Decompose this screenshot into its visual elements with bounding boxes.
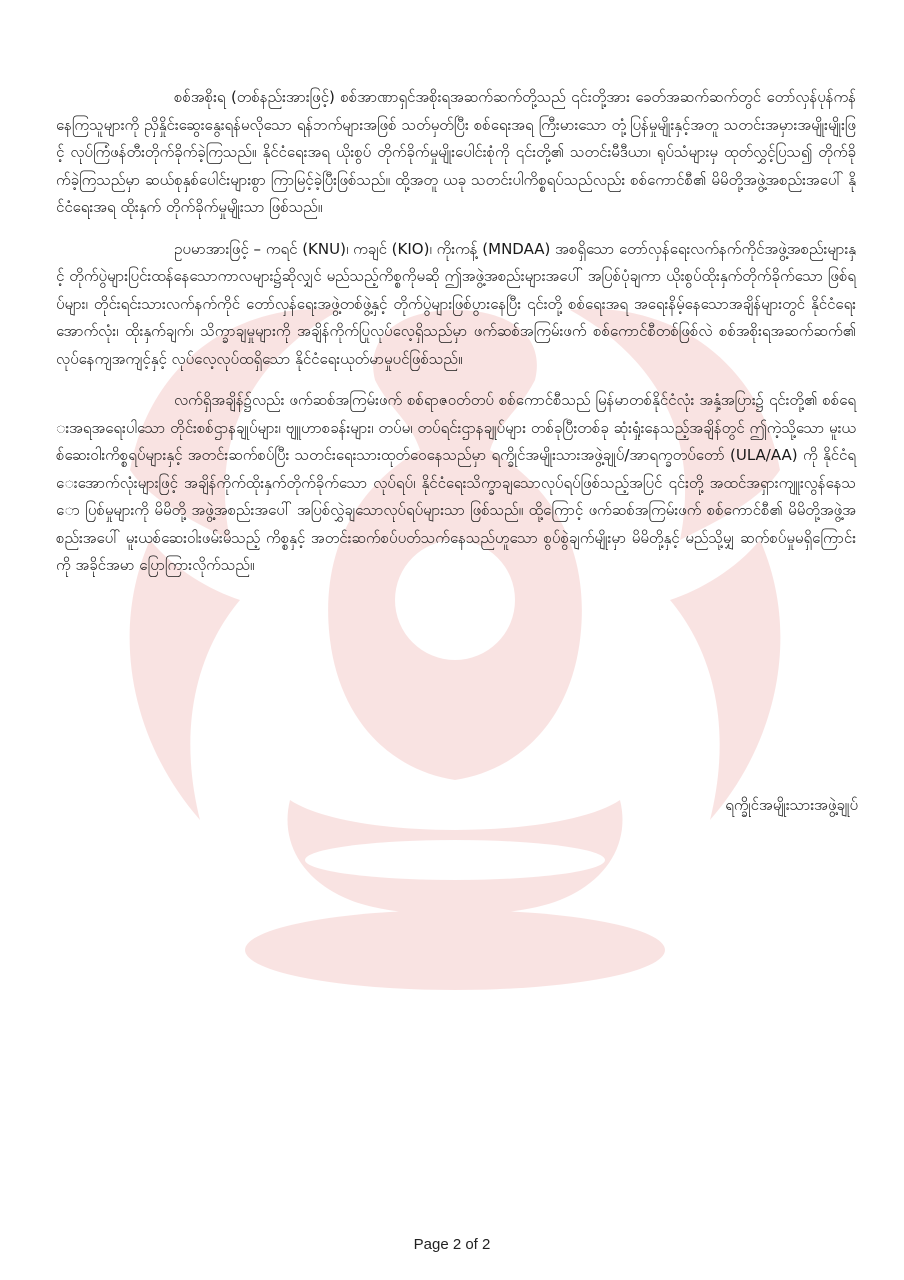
signature-organization: ရက္ခိုင်အမျိုးသားအဖွဲ့ချုပ် <box>725 796 858 814</box>
paragraph-2: ဥပမာအားဖြင့် – ကရင် (KNU)၊ ကချင် (KIO)၊ ကိုးကန့် (MNDAA) အစရှိသော တော်လှန်ရေးလက်နက်ကိုင်အဖွဲ့အစည်းများနှင့် တိုက်ပွဲများပြင်းထန်နေသောကာလများ၌ဆိုလျှင် မည်သည့်ကိစ္စကိုမဆို ဤအဖွဲ့အစည်းများအပေါ် အပြစ်ပုံချကာ ယိုးစွပ်ထိုးနှက်တိုက်ခိုက်သော ဖြစ်ရပ်များ၊ တိုင်းရင်းသားလက်နက်ကိုင် တော်လှန်ရေးအဖွဲ့တစ်ဖွဲ့နှင့် တိုက်ပွဲများဖြစ်ပွားနေပြီး ၎င်းတို့ စစ်ရေးအရ အရေးနိမ့်နေသောအချိန်များတွင် နိုင်ငံရေးအောက်လုံး၊ ထိုးနှက်ချက်၊ သိက္ခာချမှုများကို အချိန်ကိုက်ပြုလုပ်လေ့ရှိသည်မှာ ဖက်ဆစ်အကြမ်းဖက် စစ်ကောင်စီတစ်ဖြစ်လဲ စစ်အစိုးရအဆက်ဆက်၏ လုပ်နေကျအကျင့်နှင့် လုပ်လေ့လုပ်ထရှိသော နိုင်ငံရေးယုတ်မာမှုပင်ဖြစ်သည်။ <box>56 239 856 368</box>
paragraph-1: စစ်အစိုးရ (တစ်နည်းအားဖြင့်) စစ်အာဏာရှင်အစိုးရအဆက်ဆက်တို့သည် ၎င်းတို့အား ခေတ်အဆက်ဆက်တွင် တော်လှန်ပုန်ကန်နေကြသူများကို ညှိနှိုင်းဆွေးနွေးရန်မလိုသော ရန်ဘက်များအဖြစ် သတ်မှတ်ပြီး စစ်ရေးအရ ကြီးမားသော တုံ့ပြန်မှုမျိုးနှင့်အတူ သတင်းအမှားအမျိုးမျိုးဖြင့် လုပ်ကြံဖန်တီးတိုက်ခိုက်ခဲ့ကြသည်။ နိုင်ငံရေးအရ ယိုးစွပ် တိုက်ခိုက်မှုမျိုးပေါင်းစုံကို ၎င်းတို့၏ သတင်းမီဒီယာ၊ ရုပ်သံများမှ ထုတ်လွှင့်ပြသ၍ တိုက်ခိုက်ခဲ့ကြသည်မှာ ဆယ်စုနှစ်ပေါင်းများစွာ ကြာမြင့်ခဲ့ပြီးဖြစ်သည်။ ထို့အတူ ယခု သတင်းပါကိစ္စရပ်သည်လည်း စစ်ကောင်စီ၏ မိမိတို့အဖွဲ့အစည်းအပေါ် နိုင်ငံရေးအရ ထိုးနှက် တိုက်ခိုက်မှုမျိုးသာ ဖြစ်သည်။ <box>56 88 856 216</box>
letter-body <box>56 84 856 594</box>
paragraph-3: လက်ရှိအချိန်၌လည်း ဖက်ဆစ်အကြမ်းဖက် စစ်ရာဇဝတ်တပ် စစ်ကောင်စီသည် မြန်မာတစ်နိုင်ငံလုံး အနှံ့အပြား၌ ၎င်းတို့၏ စစ်ရေးအရအရေးပါသော တိုင်းစစ်ဌာနချုပ်များ၊ ဗျူဟာစခန်းများ၊ တပ်မ၊ တပ်ရင်းဌာနချုပ်များ တစ်ခုပြီးတစ်ခု ဆုံးရှုံးနေသည့်အချိန်တွင် ဤကဲ့သို့သော မူးယစ်ဆေးဝါးကိစ္စရပ်များနှင့် အတင်းဆက်စပ်ပြီး သတင်းရေးသားထုတ်ဝေနေသည်မှာ ရက္ခိုင်အမျိုးသားအဖွဲ့ချုပ်/အာရက္ခတပ်တော် (ULA/AA) ကို နိုင်ငံရေးအောက်လုံးများဖြင့် အချိန်ကိုက်ထိုးနှက်တိုက်ခိုက်သော လုပ်ရပ်၊ နိုင်ငံရေးသိက္ခာချသောလုပ်ရပ်ဖြစ်သည့်အပြင် ၎င်းတို့ အထင်အရှားကျူးလွန်နေသော ပြစ်မှုများကို မိမိတို့ အဖွဲ့အစည်းအပေါ် အပြစ်လွှဲချသောလုပ်ရပ်များသာ ဖြစ်သည်။ ထို့ကြောင့် ဖက်ဆစ်အကြမ်းဖက် စစ်ကောင်စီ၏ မိမိတို့အဖွဲ့အစည်းအပေါ် မူးယစ်ဆေးဝါးဖမ်းမိသည့် ကိစ္စနှင့် အတင်းဆက်စပ်ပတ်သက်နေသည်ဟူသော စွပ်စွဲချက်မျိုးမှာ မိမိတို့နှင့် မည်သို့မျှ ဆက်စပ်မှုမရှိကြောင်းကို အခိုင်အမာ ပြောကြားလိုက်သည်။ <box>56 391 856 574</box>
page-number: Page 2 of 2 <box>413 1236 491 1253</box>
